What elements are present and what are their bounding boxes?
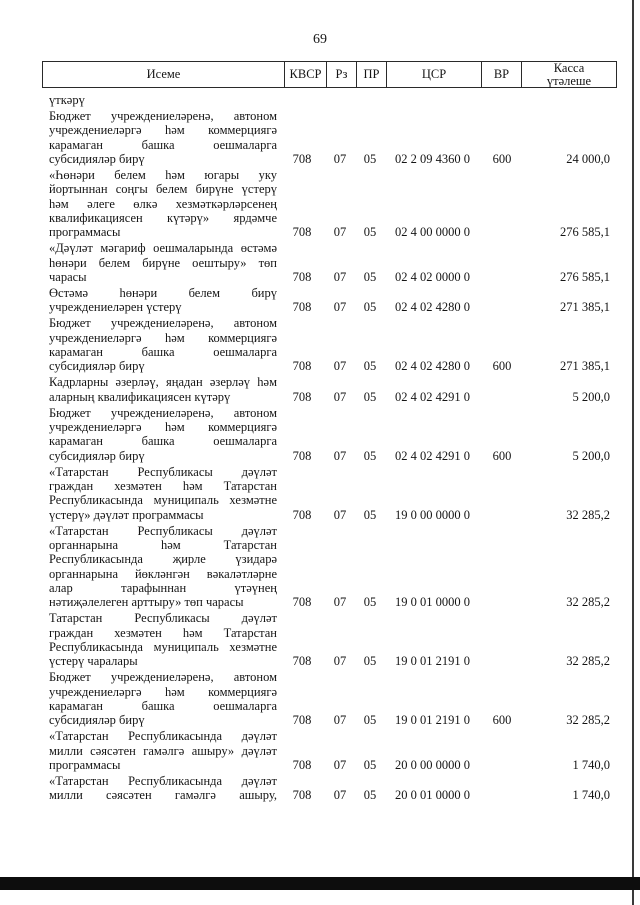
row-name-line: Республикасында җирле үзидарә [49, 552, 277, 567]
cell-kassa: 276 585,1 [560, 225, 610, 240]
scan-edge [632, 0, 634, 905]
table-body [0, 93, 640, 803]
cell-rz: 07 [333, 269, 347, 284]
row-name-line: органнарына йөкләнгән вәкаләтләрне [49, 566, 277, 581]
row-name-line: милли сәясәтен гамәлгә ашыру» дәүләт [49, 743, 277, 758]
row-name-line: граждан хезмәтен һәм Татарстан [49, 479, 277, 494]
table-row [0, 286, 640, 315]
cell-kassa: 32 285,2 [566, 595, 610, 610]
cell-pr: 05 [363, 300, 377, 315]
cell-pr: 05 [363, 151, 377, 166]
table-row [0, 406, 640, 463]
row-name-line: карамаган башка оешмаларга [49, 698, 277, 713]
cell-rz: 07 [333, 507, 347, 522]
cell-kvsr: 708 [292, 788, 312, 803]
row-name [49, 286, 277, 315]
cell-pr: 05 [363, 757, 377, 772]
row-name-line: «Һөнәри белем һәм югары уку [49, 168, 277, 183]
row-name-line: «Татарстан Республикасында дәүләт [49, 774, 277, 789]
row-name-line: квалификациясен күтәрү» ярдәмче [49, 210, 277, 225]
cell-csr: 19 0 00 0000 0 [395, 507, 470, 522]
row-name-line: Бюджет учреждениеләренә, автоном [49, 405, 277, 420]
row-name-line: үткәрү [49, 93, 85, 107]
cell-csr: 02 4 02 4280 0 [395, 300, 470, 315]
cell-rz: 07 [333, 788, 347, 803]
row-name-line: субсидияләр бирү [49, 448, 145, 463]
header-name: Исеме [146, 67, 181, 81]
cell-kvsr: 708 [292, 389, 312, 404]
cell-csr: 19 0 01 0000 0 [395, 595, 470, 610]
cell-pr: 05 [363, 788, 377, 803]
row-name-line: үстерү чаралары [49, 654, 138, 669]
cell-rz: 07 [333, 359, 347, 374]
cell-kassa: 271 385,1 [560, 300, 610, 315]
cell-kassa: 32 285,2 [566, 507, 610, 522]
row-name-line: Бюджет учреждениеләренә, автоном [49, 670, 277, 685]
row-name [49, 670, 277, 727]
row-name [49, 406, 277, 463]
row-name-line: карамаган башка оешмаларга [49, 434, 277, 449]
row-name-line: органнарына һәм Татарстан [49, 538, 277, 553]
row-name-line: учреждениеләргә һәм коммерциягә [49, 420, 277, 435]
cell-csr: 20 0 00 0000 0 [395, 757, 470, 772]
row-name-line: субсидияләр бирү [49, 151, 145, 166]
table-row [0, 611, 640, 668]
row-name-line: «Дәүләт мәгариф оешмаларында өстәмә [49, 241, 277, 256]
cell-kassa: 5 200,0 [572, 389, 610, 404]
cell-kvsr: 708 [292, 713, 312, 728]
cell-kassa: 1 740,0 [572, 788, 610, 803]
row-name-line: Республикасында муниципаль хезмәтне [49, 493, 277, 508]
row-name-line: йортыннан соңгы белем бирүне үстерү [49, 182, 277, 197]
cell-kassa: 271 385,1 [560, 359, 610, 374]
row-name-line: Бюджет учреждениеләренә, автоном [49, 316, 277, 331]
row-name-line: учреждениеләргә һәм коммерциягә [49, 684, 277, 699]
cell-kvsr: 708 [292, 595, 312, 610]
table-row [0, 241, 640, 284]
header-kvsr: КВСР [284, 62, 326, 87]
cell-kvsr: 708 [292, 225, 312, 240]
row-name-line: «Татарстан Республикасы дәүләт [49, 523, 277, 538]
table-row [0, 524, 640, 610]
cell-pr: 05 [363, 713, 377, 728]
header-rz: Рз [326, 62, 356, 87]
cell-kvsr: 708 [292, 507, 312, 522]
row-name-line: субсидияләр бирү [49, 359, 145, 374]
row-name [49, 611, 277, 668]
row-name-line: Бюджет учреждениеләренә, автоном [49, 109, 277, 124]
table-row [0, 93, 640, 107]
cell-kvsr: 708 [292, 269, 312, 284]
scan-band [0, 877, 640, 890]
cell-csr: 02 4 00 0000 0 [395, 225, 470, 240]
row-name [49, 316, 277, 373]
row-name-line: Татарстан Республикасы дәүләт [49, 611, 277, 626]
row-name [49, 241, 277, 284]
table-row [0, 316, 640, 373]
table-header [42, 61, 617, 88]
row-name-line: Кадрларны әзерләү, яңадан әзерләү һәм [49, 375, 277, 390]
row-name-line: үстерү» дәүләт программасы [49, 507, 204, 522]
row-name [49, 465, 277, 522]
row-name-line: учреждениеләргә һәм коммерциягә [49, 123, 277, 138]
cell-kassa: 1 740,0 [572, 757, 610, 772]
page-number: 69 [313, 32, 327, 47]
header-kassa-line1: Касса [553, 60, 585, 75]
cell-csr: 20 0 01 0000 0 [395, 788, 470, 803]
table-row [0, 670, 640, 727]
row-name-line: аларның квалификациясен күтәрү [49, 389, 231, 404]
cell-pr: 05 [363, 448, 377, 463]
cell-rz: 07 [333, 448, 347, 463]
cell-rz: 07 [333, 713, 347, 728]
cell-kvsr: 708 [292, 151, 312, 166]
cell-kvsr: 708 [292, 448, 312, 463]
cell-csr: 02 4 02 0000 0 [395, 269, 470, 284]
row-name-line: һәм әлеге өлкә хезмәткәрләрсенең [49, 196, 277, 211]
cell-rz: 07 [333, 300, 347, 315]
cell-kassa: 32 285,2 [566, 713, 610, 728]
row-name [49, 729, 277, 772]
row-name-line: учреждениеләрен үстерү [49, 300, 182, 315]
header-csr: ЦСР [386, 62, 481, 87]
row-name-line: карамаган башка оешмаларга [49, 345, 277, 360]
cell-kassa: 5 200,0 [572, 448, 610, 463]
cell-kvsr: 708 [292, 757, 312, 772]
cell-pr: 05 [363, 595, 377, 610]
row-name-line: алар тарафыннан үтәүнең [49, 580, 277, 595]
table-row [0, 774, 640, 803]
cell-kassa: 276 585,1 [560, 269, 610, 284]
row-name-line: һөнәри белем бирүне оештыру» төп [49, 255, 277, 270]
row-name [49, 774, 277, 803]
table-row [0, 375, 640, 404]
row-name [49, 168, 277, 239]
row-name-line: милли сәясәтен гамәлгә ашыру, [49, 788, 277, 803]
row-name [49, 109, 277, 166]
row-name-line: нәтиҗәлелеген арттыру» төп чарасы [49, 595, 244, 610]
cell-csr: 19 0 01 2191 0 [395, 654, 470, 669]
row-name-line: программасы [49, 757, 121, 772]
cell-pr: 05 [363, 389, 377, 404]
cell-pr: 05 [363, 654, 377, 669]
cell-kvsr: 708 [292, 654, 312, 669]
cell-kvsr: 708 [292, 300, 312, 315]
cell-csr: 02 4 02 4291 0 [395, 448, 470, 463]
cell-csr: 02 4 02 4280 0 [395, 359, 470, 374]
row-name-line: Республикасында муниципаль хезмәтне [49, 639, 277, 654]
cell-pr: 05 [363, 359, 377, 374]
row-name-line: «Татарстан Республикасы дәүләт [49, 464, 277, 479]
table-row [0, 109, 640, 166]
cell-csr: 19 0 01 2191 0 [395, 713, 470, 728]
row-name-line: чарасы [49, 269, 87, 284]
cell-rz: 07 [333, 654, 347, 669]
cell-rz: 07 [333, 225, 347, 240]
cell-rz: 07 [333, 595, 347, 610]
row-name-line: «Татарстан Республикасында дәүләт [49, 729, 277, 744]
cell-kassa: 24 000,0 [566, 151, 610, 166]
cell-csr: 02 2 09 4360 0 [395, 151, 470, 166]
header-kassa-line2: үтәлеше [546, 73, 592, 88]
table-row [0, 168, 640, 239]
row-name [49, 375, 277, 404]
cell-rz: 07 [333, 151, 347, 166]
cell-rz: 07 [333, 757, 347, 772]
cell-vr: 600 [492, 713, 512, 728]
cell-pr: 05 [363, 507, 377, 522]
header-pr: ПР [356, 62, 386, 87]
cell-csr: 02 4 02 4291 0 [395, 389, 470, 404]
row-name-line: программасы [49, 225, 121, 240]
cell-kassa: 32 285,2 [566, 654, 610, 669]
header-vr: ВР [481, 62, 521, 87]
row-name-line: учреждениеләргә һәм коммерциягә [49, 330, 277, 345]
cell-vr: 600 [492, 359, 512, 374]
row-name [49, 93, 277, 107]
row-name-line: Өстәмә һөнәри белем бирү [49, 286, 277, 301]
row-name-line: карамаган башка оешмаларга [49, 137, 277, 152]
row-name [49, 524, 277, 610]
row-name-line: граждан хезмәтен һәм Татарстан [49, 625, 277, 640]
row-name-line: субсидияләр бирү [49, 713, 145, 728]
cell-kvsr: 708 [292, 359, 312, 374]
cell-rz: 07 [333, 389, 347, 404]
table-row [0, 729, 640, 772]
table-row [0, 465, 640, 522]
cell-pr: 05 [363, 269, 377, 284]
cell-pr: 05 [363, 225, 377, 240]
cell-vr: 600 [492, 151, 512, 166]
cell-vr: 600 [492, 448, 512, 463]
header-kassa [521, 62, 616, 87]
